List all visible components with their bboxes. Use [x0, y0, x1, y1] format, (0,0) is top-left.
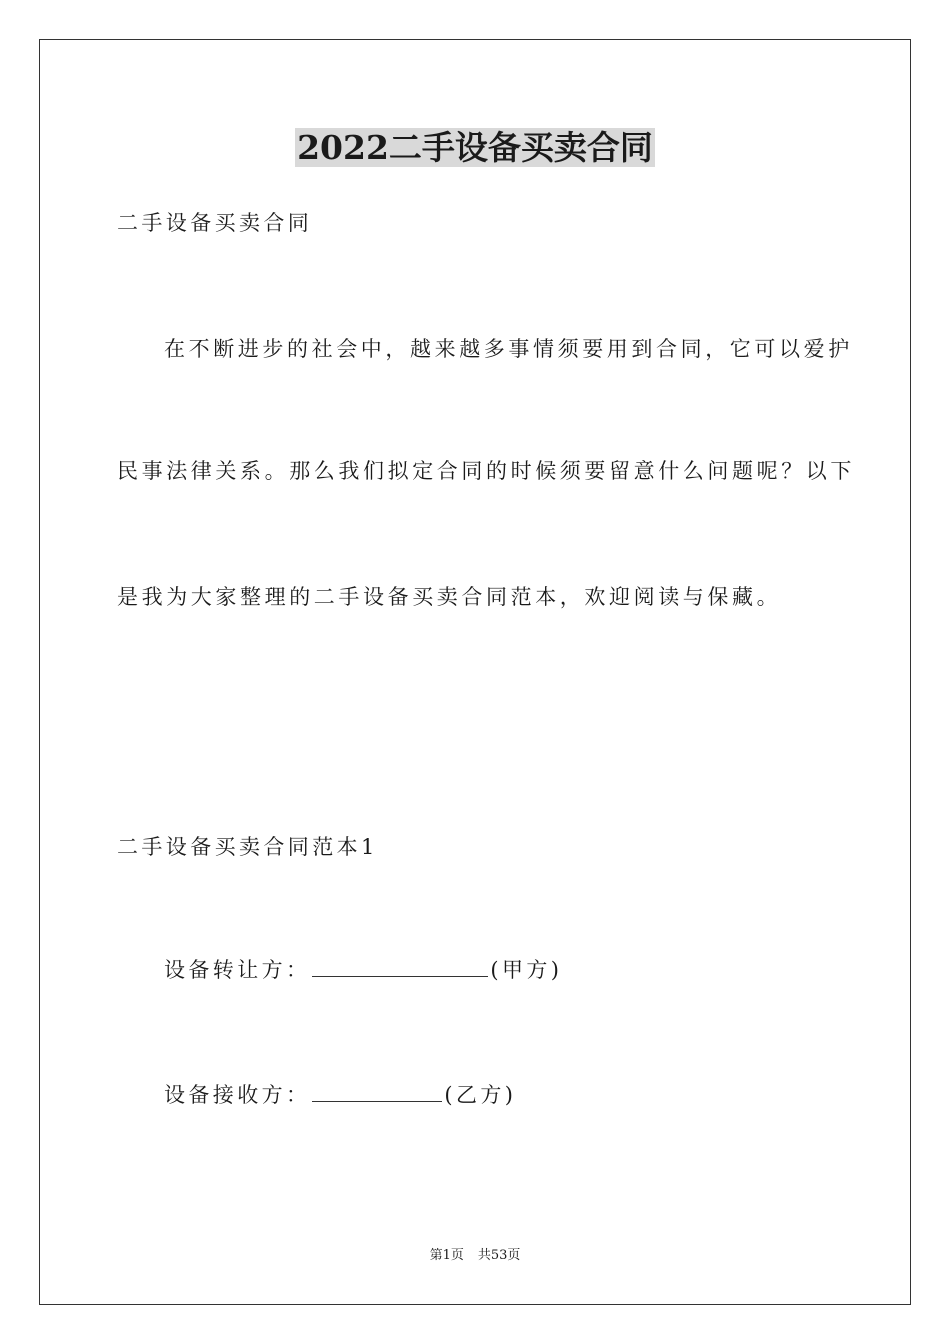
page-footer: [0, 1247, 950, 1265]
party-b-suffix: (乙方): [444, 1083, 517, 1107]
intro-line-3: 是我为大家整理的二手设备买卖合同范本，欢迎阅读与保藏。: [117, 585, 782, 609]
intro-line-1: 在不断进步的社会中，越来越多事情须要用到合同，它可以爱护: [164, 337, 853, 361]
page-number-current: 第1页: [429, 1248, 464, 1263]
document-title: [0, 128, 950, 168]
document-title-text: 2022二手设备买卖合同: [297, 128, 653, 167]
party-a-blank[interactable]: [312, 956, 488, 977]
party-a-line: [164, 955, 562, 985]
page-number-total: 共53页: [477, 1248, 521, 1263]
document-subtitle: 二手设备买卖合同: [117, 211, 313, 235]
party-a-label: 设备转让方：: [164, 958, 311, 982]
intro-line-2: 民事法律关系。那么我们拟定合同的时候须要留意什么问题呢？以下: [117, 459, 855, 483]
party-b-line: [164, 1080, 516, 1110]
party-b-label: 设备接收方：: [164, 1083, 311, 1107]
section-heading: 二手设备买卖合同范本1: [117, 835, 378, 859]
party-b-blank[interactable]: [312, 1081, 442, 1102]
party-a-suffix: (甲方): [490, 958, 563, 982]
